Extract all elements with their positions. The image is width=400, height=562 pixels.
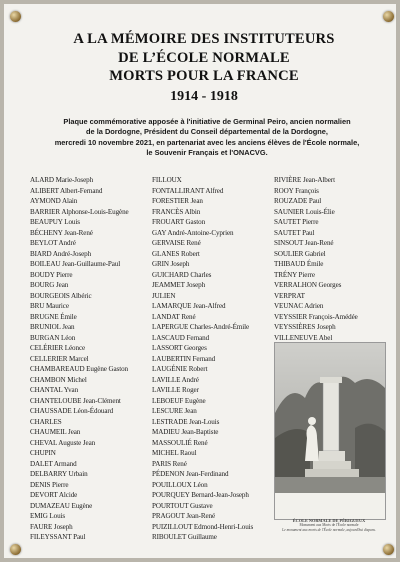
screw-bottom-right — [383, 544, 394, 555]
memorial-name: JEAMMET Joseph — [152, 281, 206, 289]
memorial-name: PUIZILLOUT Edmond-Henri-Louis — [152, 522, 254, 531]
memorial-name: MICHEL Raoul — [152, 449, 197, 457]
memorial-name: VILLENEUVE Abel — [274, 333, 333, 342]
memorial-name: LESCURE Jean — [152, 407, 197, 415]
memorial-name: CHUPIN — [30, 449, 56, 457]
memorial-name: SAUNIER Louis-Élie — [274, 207, 335, 216]
memorial-name: FRANCÈS Albin — [152, 207, 201, 216]
memorial-name: LAVILLE André — [152, 375, 199, 384]
memorial-name: BRUGNE Émile — [30, 312, 77, 321]
memorial-name: CHAUSSADE Léon-Édouard — [30, 407, 114, 415]
title-line-1: A LA MÉMOIRE DES INSTITUTEURS — [73, 31, 335, 47]
memorial-name: BÉCHENY Jean-René — [30, 228, 93, 237]
memorial-name: LAVILLE Roger — [152, 386, 199, 394]
memorial-name: EMIG Louis — [30, 512, 66, 520]
memorial-name: BIARD André-Joseph — [30, 249, 92, 258]
memorial-name: JULIEN — [152, 291, 176, 300]
monument-photo — [274, 342, 386, 520]
names-column-1 — [30, 175, 148, 543]
memorial-name: PRAGOUT Jean-René — [152, 512, 215, 520]
memorial-name: RIBOULET Guillaume — [152, 533, 217, 541]
memorial-name: CHEVAL Auguste Jean — [30, 438, 96, 447]
memorial-name: RIVIÈRE Jean-Albert — [274, 176, 335, 184]
memorial-name: CHAMBAREAUD Eugène Gaston — [30, 365, 128, 373]
screw-top-right — [383, 11, 394, 22]
memorial-name: CHANTAL Yvan — [30, 386, 79, 394]
intro-line: mercredi 10 novembre 2021, en partenariat avec les anciens élèves de l'École normale, — [54, 137, 360, 147]
intro-line: de la Dordogne, Président du Conseil départemental de la Dordogne, — [86, 127, 328, 137]
screw-bottom-left — [10, 544, 21, 555]
memorial-name: VEUNAC Adrien — [274, 302, 324, 310]
title-line-2: DE L’ÉCOLE NORMALE — [118, 49, 290, 66]
memorial-name: ROUZADE Paul — [274, 197, 322, 205]
screw-top-left — [10, 11, 21, 22]
memorial-name: FROUART Gaston — [152, 218, 206, 226]
memorial-name: FORESTIER Jean — [152, 197, 203, 205]
memorial-name: BURGAN Léon — [30, 333, 76, 342]
intro-line: Plaque commémorative apposée à l'initiative de Germinal Peiro, ancien normalien — [63, 117, 351, 126]
memorial-name: CHAUMEIL Jean — [30, 428, 81, 436]
memorial-name: BOURG Jean — [30, 281, 69, 289]
memorial-name: LAPERGUE Charles-André-Émile — [152, 323, 250, 331]
memorial-name: SAUTET Pierre — [274, 218, 319, 226]
memorial-name: POURTOUT Gustave — [152, 501, 213, 510]
title-years: 1914 - 1918 — [170, 88, 238, 104]
memorial-name: SAUTET Paul — [274, 228, 315, 237]
memorial-name: LAMARQUE Jean-Alfred — [152, 302, 226, 310]
memorial-name: LEBOEUF Eugène — [152, 396, 206, 405]
memorial-name: BOILEAU Jean-Guillaume-Paul — [30, 260, 121, 268]
memorial-name: GERVAISE René — [152, 239, 201, 247]
intro-line: le Souvenir Français et l'ONACVG. — [146, 147, 268, 157]
memorial-name: ALIBERT Albert-Fernand — [30, 186, 103, 195]
memorial-name: ROOY François — [274, 186, 319, 195]
memorial-name: GRIN Joseph — [152, 260, 190, 268]
memorial-name: DEVORT Alcide — [30, 491, 78, 499]
memorial-name: CHANTELOUBE Jean-Clément — [30, 396, 121, 405]
memorial-name: ALARD Marie-Joseph — [30, 176, 94, 184]
memorial-name: BOURGEOIS Albéric — [30, 291, 92, 300]
caption-title: ÉCOLE NORMALE DE PÉRIGUEUX — [292, 518, 366, 523]
memorial-name: GLANES Robert — [152, 249, 200, 258]
memorial-name: BEAUPUY Louis — [30, 218, 80, 226]
memorial-name: CHAMBON Michel — [30, 375, 87, 384]
memorial-name: BEYLOT André — [30, 239, 76, 247]
caption-note: Le monument aux morts de l'École normale, aujourd'hui disparu. — [282, 528, 376, 532]
names-column-3 — [274, 175, 384, 343]
memorial-name: BOUDY Pierre — [30, 270, 73, 279]
memorial-name: DUMAZEAU Eugène — [30, 501, 93, 510]
memorial-name: FILEYSSANT Paul — [30, 533, 86, 541]
memorial-name: BRU Maurice — [30, 302, 69, 310]
memorial-name: MASSOULIÉ René — [152, 438, 208, 447]
memorial-name: CELLERIER Marcel — [30, 354, 89, 363]
memorial-name: POURQUEY Bernard-Jean-Joseph — [152, 491, 249, 499]
photo-caption — [275, 518, 383, 533]
plaque-title — [4, 30, 400, 107]
memorial-name: LAUGÉNIE Robert — [152, 365, 208, 373]
memorial-name: DALET Armand — [30, 459, 77, 468]
memorial-name: DELBARRY Urbain — [30, 470, 88, 478]
memorial-name: BARRIER Alphonse-Louis-Eugène — [30, 207, 129, 216]
monument-illustration — [275, 343, 385, 519]
memorial-name: MADIEU Jean-Baptiste — [152, 428, 219, 436]
memorial-name: LASCAUD Fernand — [152, 333, 210, 342]
memorial-name: LASSORT Georges — [152, 344, 207, 352]
memorial-name: GUICHARD Charles — [152, 270, 212, 279]
memorial-name: FONTALLIRANT Alfred — [152, 186, 224, 195]
memorial-name: LAUBERTIN Fernand — [152, 354, 216, 363]
memorial-name: DENIS Pierre — [30, 480, 69, 489]
memorial-name: LESTRADE Jean-Louis — [152, 417, 220, 426]
memorial-name: FILLOUX — [152, 176, 182, 184]
memorial-name: GAY André-Antoine-Cyprien — [152, 228, 234, 237]
memorial-name: VEYSSIÈRES Joseph — [274, 323, 336, 331]
memorial-name: VERPRAT — [274, 291, 305, 300]
memorial-name: SOULIER Gabriel — [274, 249, 326, 258]
caption-subtitle: Monument aux Morts de l'École normale — [299, 523, 359, 527]
names-column-2 — [152, 175, 270, 543]
memorial-name: AYMOND Alain — [30, 197, 78, 205]
intro-text — [42, 117, 372, 158]
memorial-name: FAURE Joseph — [30, 522, 73, 531]
memorial-name: PARIS René — [152, 459, 187, 468]
memorial-name: VERRALHON Georges — [274, 281, 342, 289]
memorial-name: CHARLES — [30, 417, 62, 426]
memorial-name: BRUNIOL Jean — [30, 323, 75, 331]
memorial-name: TRÉNY Pierre — [274, 270, 315, 279]
memorial-name: THIBAUD Émile — [274, 260, 324, 268]
memorial-name: VEYSSIER François-Amédée — [274, 312, 358, 321]
memorial-name: CELÉRIER Léonce — [30, 344, 86, 352]
memorial-name: PÉDENON Jean-Ferdinand — [152, 470, 229, 478]
title-line-3: MORTS POUR LA FRANCE — [109, 68, 299, 84]
memorial-name: POUILLOUX Léon — [152, 480, 208, 489]
memorial-name: SINSOUT Jean-René — [274, 239, 334, 247]
memorial-name: LANDAT René — [152, 312, 196, 321]
